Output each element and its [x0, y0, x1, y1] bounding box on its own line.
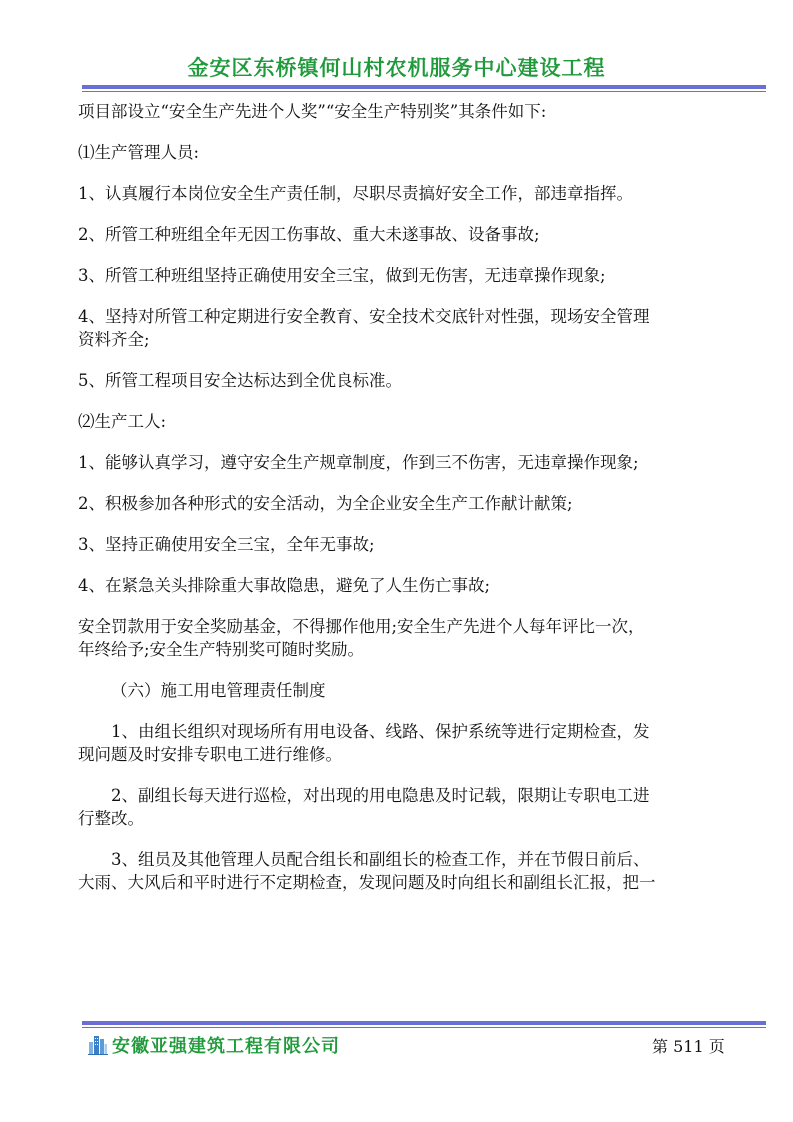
paragraph: [78, 223, 718, 246]
paragraph: [78, 410, 718, 433]
text-line: 2、所管工种班组全年无因工伤事故、重大未遂事故、设备事故;: [78, 225, 540, 244]
page-number: 第 511 页: [652, 1037, 725, 1056]
text-line: ⑴生产管理人员:: [78, 143, 200, 162]
text-line: 1、能够认真学习，遵守安全生产规章制度，作到三不伤害，无违章操作现象;: [78, 453, 639, 472]
text-line: 1、认真履行本岗位安全生产责任制，尽职尽责搞好安全工作，部违章指挥。: [78, 184, 633, 203]
paragraph: [78, 305, 718, 351]
paragraph: [78, 451, 718, 474]
text-line: 1、由组长组织对现场所有用电设备、线路、保护系统等进行定期检查，发: [111, 722, 650, 741]
text-line: 资料齐全;: [78, 330, 150, 349]
text-line: 年终给予;安全生产特别奖可随时奖励。: [78, 640, 365, 659]
paragraph: [78, 784, 718, 830]
text-line: （六）施工用电管理责任制度: [111, 681, 326, 700]
paragraph: [78, 182, 718, 205]
text-line: 3、坚持正确使用安全三宝，全年无事故;: [78, 535, 375, 554]
text-line: 大雨、大风后和平时进行不定期检查，发现问题及时向组长和副组长汇报，把一: [78, 873, 656, 892]
text-line: 4、坚持对所管工种定期进行安全教育、安全技术交底针对性强，现场安全管理: [78, 307, 650, 326]
paragraph: [78, 141, 718, 164]
footer-rule-thin: [82, 1027, 766, 1028]
footer-company-name: 安徽亚强建筑工程有限公司: [112, 1036, 340, 1057]
text-line: 2、积极参加各种形式的安全活动，为全企业安全生产工作献计献策;: [78, 494, 573, 513]
paragraph: [78, 264, 718, 287]
text-line: 现问题及时安排专职电工进行维修。: [78, 745, 342, 764]
footer-rule-thick: [82, 1021, 766, 1025]
paragraph: [78, 574, 718, 597]
text-line: 5、所管工程项目安全达标达到全优良标准。: [78, 371, 402, 390]
text-line: 2、副组长每天进行巡检，对出现的用电隐患及时记载，限期让专职电工进: [111, 786, 650, 805]
paragraph: [78, 615, 718, 661]
document-body: [78, 100, 718, 912]
header-rule-thick: [82, 85, 766, 89]
text-line: 4、在紧急关头排除重大事故隐患，避免了人生伤亡事故;: [78, 576, 491, 595]
text-line: 项目部设立“安全生产先进个人奖”“安全生产特别奖”其条件如下:: [78, 102, 547, 121]
paragraph: [78, 848, 718, 894]
text-line: 安全罚款用于安全奖励基金，不得挪作他用;安全生产先进个人每年评比一次，: [78, 617, 645, 636]
paragraph: [78, 533, 718, 556]
paragraph: [78, 720, 718, 766]
building-logo-icon: [88, 1033, 108, 1055]
paragraph: [78, 369, 718, 392]
text-line: ⑵生产工人:: [78, 412, 167, 431]
paragraph: [78, 100, 718, 123]
text-line: 行整改。: [78, 809, 144, 828]
header-rule-thin: [82, 91, 766, 92]
paragraph: [78, 492, 718, 515]
text-line: 3、所管工种班组坚持正确使用安全三宝，做到无伤害，无违章操作现象;: [78, 266, 606, 285]
page-header-title: 金安区东桥镇何山村农机服务中心建设工程: [187, 56, 606, 80]
text-line: 3、组员及其他管理人员配合组长和副组长的检查工作，并在节假日前后、: [111, 850, 650, 869]
paragraph: [78, 679, 718, 702]
